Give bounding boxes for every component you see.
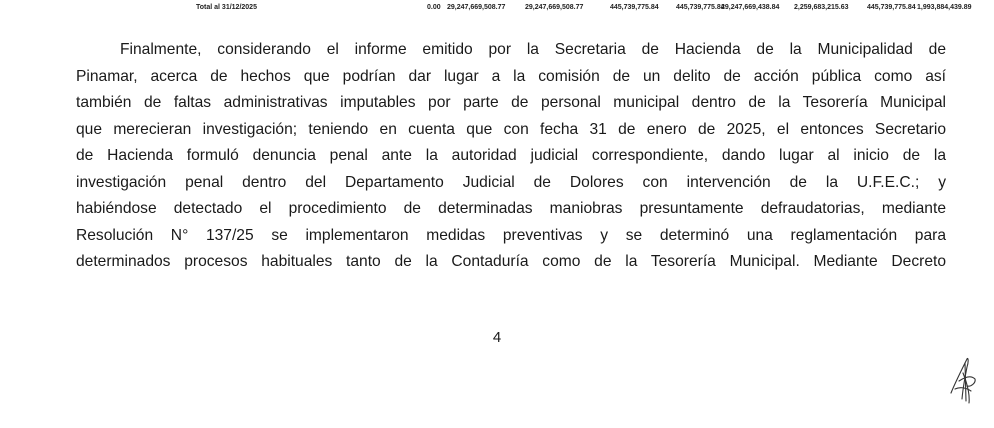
totals-label: Total al 31/12/2025 — [196, 4, 257, 11]
paragraph-line: determinados procesos habituales tanto de la Contaduría como de la Tesorería Municipal. Mediante Decreto — [76, 253, 946, 270]
page-number: 4 — [492, 329, 502, 346]
totals-value: 445,739,775.84 — [676, 4, 725, 11]
totals-value: 2,259,683,215.63 — [794, 4, 849, 11]
totals-row — [0, 4, 994, 16]
paragraph-line: que merecieran investigación; teniendo en cuenta que con fecha 31 de enero de 2025, el entonces Secretario — [76, 120, 946, 138]
totals-value: 29,247,669,438.84 — [721, 4, 780, 11]
paragraph-line: Resolución N° 137/25 se implementaron medidas preventivas y se determinó una reglamentación para — [76, 226, 946, 244]
paragraph-line: también de faltas administrativas imputables por parte de personal municipal dentro de la Tesorería Municipal — [76, 94, 946, 111]
totals-value: 29,247,669,508.77 — [525, 4, 584, 11]
paragraph-line: de Hacienda formuló denuncia penal ante la autoridad judicial correspondiente, dando lugar al inicio de la — [76, 147, 946, 164]
handwritten-signature — [945, 353, 979, 407]
totals-value: 445,739,775.84 — [610, 4, 659, 11]
body-paragraph — [76, 37, 946, 276]
totals-value: 445,739,775.84 — [867, 4, 916, 11]
paragraph-line: habiéndose detectado el procedimiento de determinadas maniobras presuntamente defraudatorias, mediante — [76, 200, 946, 217]
paragraph-line: investigación penal dentro del Departamento Judicial de Dolores con intervención de la U.F.E.C.; y — [76, 173, 946, 191]
totals-value: 0.00 — [427, 4, 441, 11]
totals-value: 1,993,884,439.89 — [917, 4, 972, 11]
paragraph-line: Pinamar, acerca de hechos que podrían dar lugar a la comisión de un delito de acción pública como así — [76, 67, 946, 85]
totals-value: 29,247,669,508.77 — [447, 4, 506, 11]
paragraph-line: Finalmente, considerando el informe emitido por la Secretaria de Hacienda de la Municipalidad de — [120, 41, 946, 58]
